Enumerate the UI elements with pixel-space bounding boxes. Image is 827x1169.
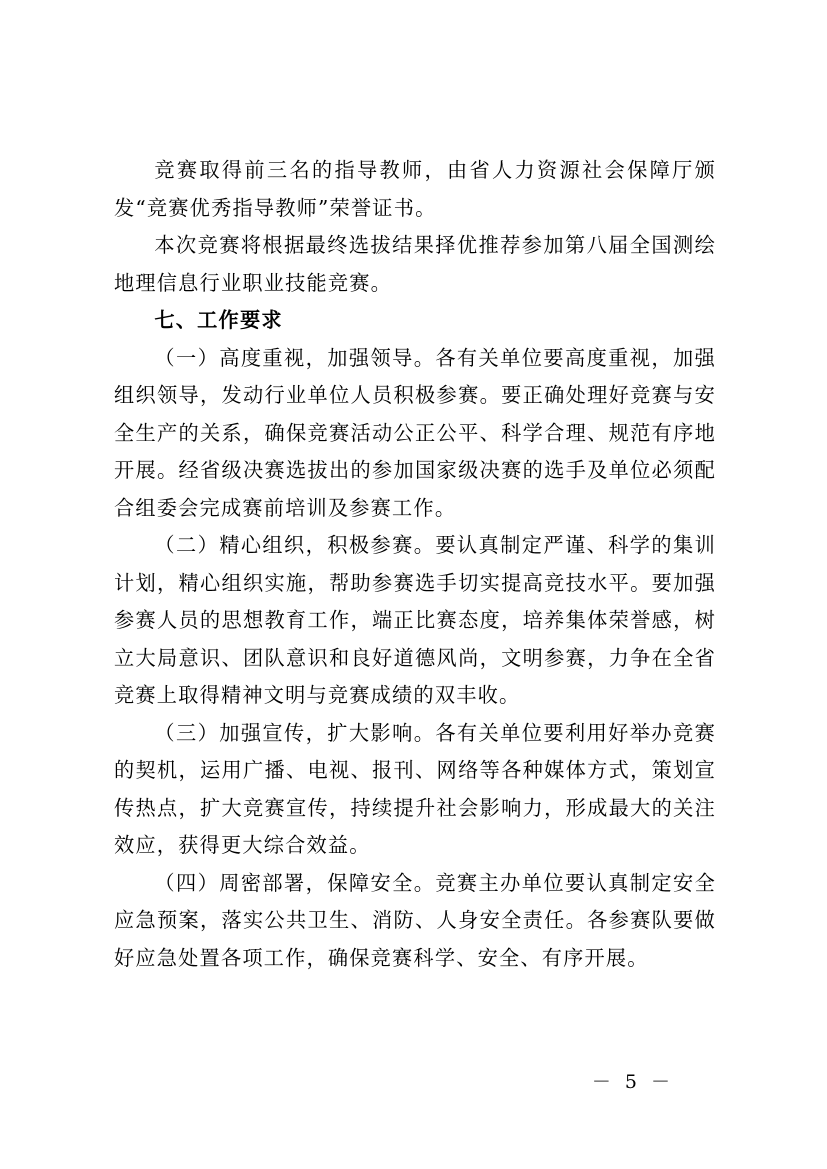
requirement-item <box>114 865 716 978</box>
requirement-lead: （四）周密部署，保障安全。 <box>154 870 436 895</box>
requirement-item <box>114 340 716 528</box>
requirement-lead: （三）加强宣传，扩大影响。 <box>154 720 436 745</box>
requirement-lead: （二）精心组织，积极参赛。 <box>154 533 436 557</box>
requirement-item <box>114 715 716 865</box>
document-body <box>114 152 716 977</box>
requirement-body: 各有关单位要高度重视，加强组织领导，发动行业单位人员积极参赛。要正确处理好竞赛与安全生产的关系，确保竞赛活动公正公平、科学合理、规范有序地开展。经省级决赛选拔出的参加国家级决赛的选手及单位必须配合组委会完成赛前培训及参赛工作。 <box>114 345 716 520</box>
section-heading-work-requirements: 七、工作要求 <box>154 308 283 332</box>
paragraph-instructor-award: 竞赛取得前三名的指导教师，由省人力资源社会保障厅颁发“竞赛优秀指导教师”荣誉证书。 <box>114 158 716 220</box>
page-number: － 5 － <box>591 1071 674 1093</box>
requirement-body: 各有关单位要利用好举办竞赛的契机，运用广播、电视、报刊、网络等各种媒体方式，策划宣传热点，扩大竞赛宣传，持续提升社会影响力，形成最大的关注效应，获得更大综合效益。 <box>114 720 716 857</box>
requirement-item <box>114 527 716 715</box>
requirement-body: 要认真制定严谨、科学的集训计划，精心组织实施，帮助参赛选手切实提高竞技水平。要加强参赛人员的思想教育工作，端正比赛态度，培养集体荣誉感，树立大局意识、团队意识和良好道德风尚，文明参赛，力争在全省竞赛上取得精神文明与竞赛成绩的双丰收。 <box>114 533 716 707</box>
requirement-body: 竞赛主办单位要认真制定安全应急预案，落实公共卫生、消防、人身安全责任。各参赛队要做好应急处置各项工作，确保竞赛科学、安全、有序开展。 <box>114 870 716 970</box>
paragraph-national-recommendation: 本次竞赛将根据最终选拔结果择优推荐参加第八届全国测绘地理信息行业职业技能竞赛。 <box>114 233 716 295</box>
requirement-lead: （一）高度重视，加强领导。 <box>154 345 436 370</box>
